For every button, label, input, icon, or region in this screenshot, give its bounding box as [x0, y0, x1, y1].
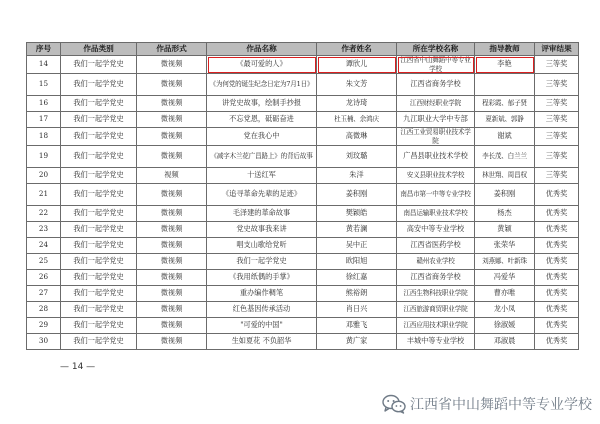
cell-result: 三等奖	[535, 56, 579, 74]
cell-category: 我们一起学党史	[61, 302, 137, 318]
watermark	[382, 394, 592, 414]
cell-no: 21	[27, 184, 61, 206]
cell-name: 《我用纸偶的手掌》	[207, 270, 317, 286]
awards-table-container	[26, 42, 578, 350]
header-teacher: 指导教师	[475, 43, 535, 56]
cell-form: 微视频	[137, 128, 207, 146]
cell-no: 17	[27, 112, 61, 128]
header-result: 评审结果	[535, 43, 579, 56]
cell-name: 《最可爱的人》	[207, 56, 317, 74]
cell-result: 三等奖	[535, 74, 579, 96]
cell-school: 九江职业大学中专部	[397, 112, 475, 128]
cell-school: 广昌县职业技术学校	[397, 146, 475, 168]
table-row	[27, 238, 579, 254]
cell-school: 高安中等专业学校	[397, 222, 475, 238]
cell-no: 22	[27, 206, 61, 222]
cell-form: 微视频	[137, 96, 207, 112]
cell-name: 《为何党的诞生纪念日定为7月1日》	[207, 74, 317, 96]
cell-result: 三等奖	[535, 128, 579, 146]
watermark-text: 江西省中山舞蹈中等专业学校	[410, 397, 592, 413]
cell-author: 邓雅飞	[317, 318, 397, 334]
cell-author: 朱洋	[317, 168, 397, 184]
cell-author: 徐红嘉	[317, 270, 397, 286]
cell-teacher: 曹亦唯	[475, 286, 535, 302]
cell-name: 我们一起学党史	[207, 254, 317, 270]
cell-teacher: 李艳	[475, 56, 535, 74]
table-row	[27, 56, 579, 74]
cell-category: 我们一起学党史	[61, 146, 137, 168]
cell-school: 丰城中等专业学校	[397, 334, 475, 350]
cell-form: 视频	[137, 168, 207, 184]
cell-form: 微视频	[137, 334, 207, 350]
cell-school: 江西财经职业学院	[397, 96, 475, 112]
cell-result: 优秀奖	[535, 254, 579, 270]
cell-no: 20	[27, 168, 61, 184]
cell-name: 唱支山歌给党听	[207, 238, 317, 254]
cell-no: 25	[27, 254, 61, 270]
cell-school: 江西应用技术职业学院	[397, 318, 475, 334]
table-body	[27, 56, 579, 350]
cell-result: 优秀奖	[535, 318, 579, 334]
cell-form: 微视频	[137, 318, 207, 334]
cell-author: 吴中正	[317, 238, 397, 254]
cell-category: 我们一起学党史	[61, 286, 137, 302]
table-row	[27, 96, 579, 112]
table-row	[27, 206, 579, 222]
cell-teacher: 黄颖	[475, 222, 535, 238]
cell-category: 我们一起学党史	[61, 318, 137, 334]
cell-form: 微视频	[137, 74, 207, 96]
cell-result: 优秀奖	[535, 270, 579, 286]
cell-school: 江西工业贸易职业技术学院	[397, 128, 475, 146]
cell-author: 龙诗琦	[317, 96, 397, 112]
cell-category: 我们一起学党史	[61, 56, 137, 74]
cell-name: "可爱的中国"	[207, 318, 317, 334]
cell-name: 讲党史故事，绘制手抄报	[207, 96, 317, 112]
cell-form: 微视频	[137, 270, 207, 286]
cell-teacher	[475, 74, 535, 96]
cell-name: 十送红军	[207, 168, 317, 184]
table-row	[27, 74, 579, 96]
cell-teacher: 姜积刚	[475, 184, 535, 206]
cell-teacher: 张荣华	[475, 238, 535, 254]
cell-author: 黄若澜	[317, 222, 397, 238]
cell-name: 生如夏花 不负韶华	[207, 334, 317, 350]
page-number: — 14 —	[60, 362, 96, 372]
cell-no: 28	[27, 302, 61, 318]
table-row	[27, 286, 579, 302]
cell-school: 江西生物科技职业学院	[397, 286, 475, 302]
cell-author: 杜玉楠、余鸿庆	[317, 112, 397, 128]
header-no: 序号	[27, 43, 61, 56]
cell-teacher: 程彩霞、郁子贤	[475, 96, 535, 112]
table-header-row	[27, 43, 579, 56]
table-row	[27, 146, 579, 168]
cell-name: 重办编作稠笔	[207, 286, 317, 302]
cell-category: 我们一起学党史	[61, 128, 137, 146]
cell-result: 优秀奖	[535, 238, 579, 254]
cell-no: 14	[27, 56, 61, 74]
cell-name: 党史故事我来讲	[207, 222, 317, 238]
cell-category: 我们一起学党史	[61, 112, 137, 128]
header-school: 所在学校名称	[397, 43, 475, 56]
cell-school: 江西省商务学校	[397, 270, 475, 286]
cell-teacher: 刘燕娜、叶新珠	[475, 254, 535, 270]
cell-author: 朱文芳	[317, 74, 397, 96]
cell-result: 优秀奖	[535, 206, 579, 222]
table-row	[27, 112, 579, 128]
cell-teacher: 林世翔、周昌权	[475, 168, 535, 184]
cell-no: 26	[27, 270, 61, 286]
table-row	[27, 168, 579, 184]
cell-school: 南昌市第一中等专业学校	[397, 184, 475, 206]
cell-author: 姜积刚	[317, 184, 397, 206]
table-row	[27, 318, 579, 334]
cell-form: 微视频	[137, 112, 207, 128]
cell-teacher: 龙小凤	[475, 302, 535, 318]
cell-category: 我们一起学党史	[61, 206, 137, 222]
cell-author: 谭欣儿	[317, 56, 397, 74]
cell-no: 30	[27, 334, 61, 350]
wechat-icon	[382, 394, 406, 414]
cell-no: 27	[27, 286, 61, 302]
cell-school: 安义县职业技术学校	[397, 168, 475, 184]
cell-author: 樊颖皓	[317, 206, 397, 222]
cell-no: 29	[27, 318, 61, 334]
cell-result: 优秀奖	[535, 334, 579, 350]
cell-school: 南昌运输职业技术学校	[397, 206, 475, 222]
cell-category: 我们一起学党史	[61, 334, 137, 350]
cell-no: 19	[27, 146, 61, 168]
header-name: 作品名称	[207, 43, 317, 56]
cell-no: 15	[27, 74, 61, 96]
awards-table	[26, 42, 579, 350]
cell-form: 微视频	[137, 286, 207, 302]
table-row	[27, 222, 579, 238]
cell-author: 黄广家	[317, 334, 397, 350]
cell-school: 江西省中山舞蹈中等专业学校	[397, 56, 475, 74]
cell-author: 刘玟璐	[317, 146, 397, 168]
cell-name: 《追寻革命先辈的足迹》	[207, 184, 317, 206]
cell-author: 肖日兴	[317, 302, 397, 318]
cell-no: 23	[27, 222, 61, 238]
cell-result: 三等奖	[535, 112, 579, 128]
cell-result: 优秀奖	[535, 302, 579, 318]
cell-form: 微视频	[137, 206, 207, 222]
table-row	[27, 302, 579, 318]
cell-category: 我们一起学党史	[61, 168, 137, 184]
cell-form: 微视频	[137, 146, 207, 168]
cell-result: 优秀奖	[535, 184, 579, 206]
table-row	[27, 128, 579, 146]
cell-category: 我们一起学党史	[61, 74, 137, 96]
cell-category: 我们一起学党史	[61, 238, 137, 254]
cell-teacher: 邓淑晨	[475, 334, 535, 350]
cell-no: 18	[27, 128, 61, 146]
cell-author: 欧阳旭	[317, 254, 397, 270]
cell-form: 微视频	[137, 222, 207, 238]
cell-category: 我们一起学党史	[61, 184, 137, 206]
header-author: 作者姓名	[317, 43, 397, 56]
table-row	[27, 334, 579, 350]
cell-school: 江西省商务学校	[397, 74, 475, 96]
cell-teacher: 李长茂、白兰兰	[475, 146, 535, 168]
cell-name: 党在我心中	[207, 128, 317, 146]
table-row	[27, 270, 579, 286]
cell-author: 高微琳	[317, 128, 397, 146]
cell-name: 《减字木兰花广昌路上》的背后故事	[207, 146, 317, 168]
cell-form: 微视频	[137, 184, 207, 206]
cell-result: 优秀奖	[535, 222, 579, 238]
header-category: 作品类别	[61, 43, 137, 56]
table-row	[27, 184, 579, 206]
cell-school: 江西旅游商贸职业学院	[397, 302, 475, 318]
cell-form: 微视频	[137, 254, 207, 270]
cell-result: 三等奖	[535, 168, 579, 184]
cell-form: 微视频	[137, 56, 207, 74]
cell-teacher: 谢斌	[475, 128, 535, 146]
cell-category: 我们一起学党史	[61, 96, 137, 112]
table-row	[27, 254, 579, 270]
cell-name: 毛泽建的革命故事	[207, 206, 317, 222]
cell-teacher: 徐淑媛	[475, 318, 535, 334]
header-form: 作品形式	[137, 43, 207, 56]
cell-result: 优秀奖	[535, 286, 579, 302]
cell-result: 三等奖	[535, 146, 579, 168]
cell-category: 我们一起学党史	[61, 270, 137, 286]
cell-form: 微视频	[137, 238, 207, 254]
cell-name: 不忘党恩，砥砺奋进	[207, 112, 317, 128]
cell-school: 赣州农业学校	[397, 254, 475, 270]
cell-no: 16	[27, 96, 61, 112]
cell-no: 24	[27, 238, 61, 254]
cell-teacher: 杨杰	[475, 206, 535, 222]
cell-category: 我们一起学党史	[61, 254, 137, 270]
cell-result: 三等奖	[535, 96, 579, 112]
cell-form: 微视频	[137, 302, 207, 318]
cell-school: 江西省医药学校	[397, 238, 475, 254]
cell-teacher: 冯爱华	[475, 270, 535, 286]
cell-name: 红色基因传承活动	[207, 302, 317, 318]
cell-author: 熊裕朗	[317, 286, 397, 302]
cell-teacher: 夏新斌、郭静	[475, 112, 535, 128]
cell-category: 我们一起学党史	[61, 222, 137, 238]
